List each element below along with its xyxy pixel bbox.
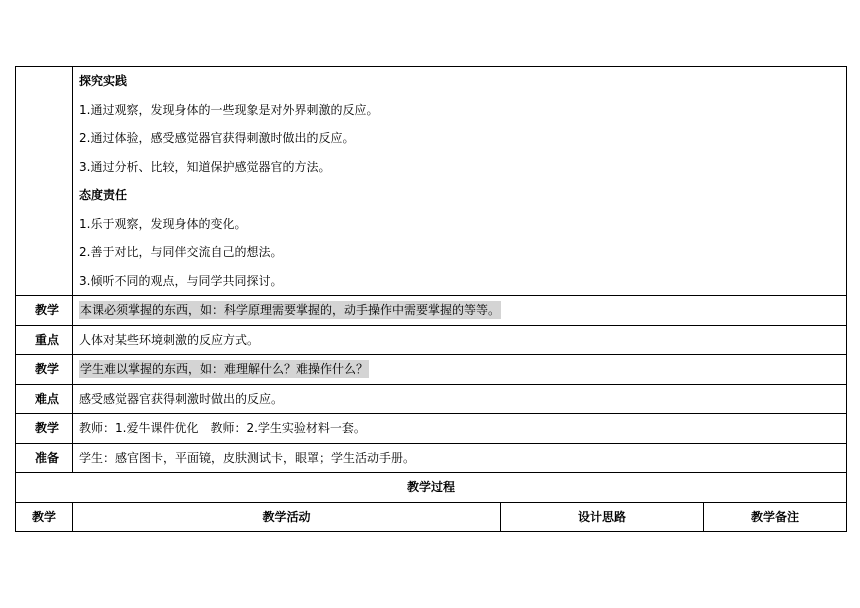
attitude-item: 2.善于对比，与同伴交流自己的想法。: [79, 245, 283, 259]
process-col-stage: 教学: [16, 502, 73, 532]
preparation-label-2: 准备: [16, 443, 73, 473]
objectives-row: [16, 67, 847, 296]
process-col-design: 设计思路: [501, 502, 704, 532]
attitude-item: 1.乐于观察，发现身体的变化。: [79, 216, 247, 231]
difficulties-row: [16, 355, 847, 385]
difficulties-label: 教学: [16, 355, 73, 385]
difficulties-hint: 学生难以掌握的东西，如：难理解什么？难操作什么？: [80, 362, 369, 376]
difficulties-row-2: [16, 384, 847, 414]
difficulties-hint-cell: [73, 355, 847, 385]
key-points-hint: 本课必须掌握的东西，如：科学原理需要掌握的，动手操作中需要掌握的等等。: [80, 303, 501, 317]
difficulties-label-2: 难点: [16, 384, 73, 414]
preparation-row-2: [16, 443, 847, 473]
preparation-student: 学生：感官图卡，平面镜，皮肤测试卡，眼罩；学生活动手册。: [73, 443, 847, 473]
difficulties-content: 感受感觉器官获得刺激时做出的反应。: [73, 384, 847, 414]
key-points-content: 人体对某些环境刺激的反应方式。: [73, 325, 847, 355]
key-points-label-2: 重点: [16, 325, 73, 355]
key-points-label: 教学: [16, 296, 73, 326]
process-header-row: [16, 502, 847, 532]
key-points-hint-cell: [73, 296, 847, 326]
preparation-label: 教学: [16, 414, 73, 444]
process-col-activity: 教学活动: [73, 502, 501, 532]
practice-heading: 探究实践: [79, 74, 128, 88]
process-title: 教学过程: [16, 473, 847, 503]
key-points-row-2: [16, 325, 847, 355]
preparation-row: [16, 414, 847, 444]
practice-item: 3.通过分析、比较，知道保护感觉器官的方法。: [79, 159, 331, 174]
attitude-item: 3.倾听不同的观点，与同学共同探讨。: [79, 273, 283, 288]
practice-item: 2.通过体验，感受感觉器官获得刺激时做出的反应。: [79, 131, 355, 145]
preparation-teacher: 教师：1.爱牛课件优化 教师：2.学生实验材料一套。: [73, 414, 847, 444]
lesson-plan-table: [15, 66, 847, 532]
objectives-label-cell: [16, 67, 73, 296]
attitude-heading: 态度责任: [79, 188, 128, 202]
process-col-notes: 教学备注: [704, 502, 847, 532]
objectives-content-cell: [73, 67, 847, 296]
key-points-row: [16, 296, 847, 326]
practice-item: 1.通过观察，发现身体的一些现象是对外界刺激的反应。: [79, 102, 379, 117]
process-title-row: [16, 473, 847, 503]
lesson-plan-document: [15, 66, 846, 532]
